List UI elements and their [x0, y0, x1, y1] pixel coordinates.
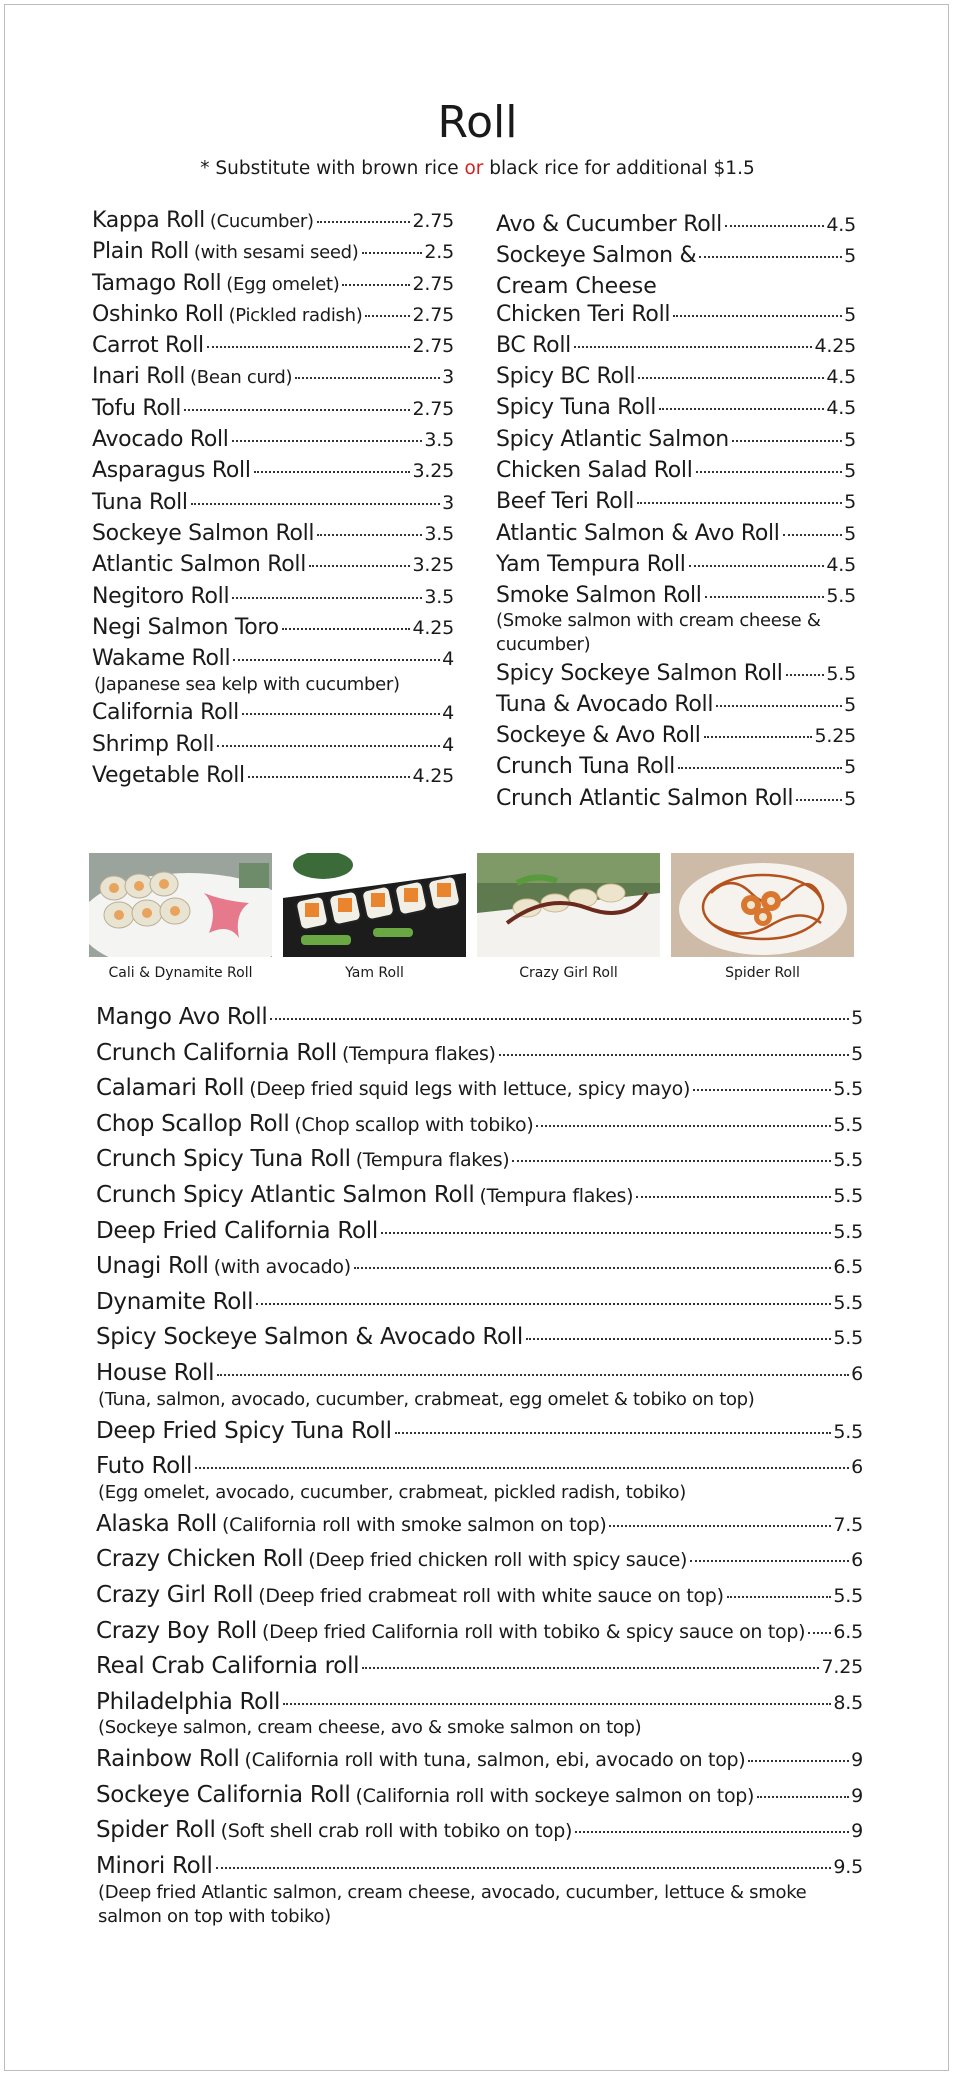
item-price: 5.5 — [833, 1113, 863, 1136]
dot-leader — [783, 534, 843, 536]
item-name: California Roll — [92, 700, 239, 726]
item-name: Spicy Sockeye Salmon Roll — [496, 660, 783, 686]
item-name: Futo Roll — [96, 1453, 193, 1480]
item-description: (Tempura flakes) — [479, 1184, 634, 1207]
dot-leader — [689, 565, 825, 567]
dot-leader — [395, 1432, 832, 1434]
menu-item — [96, 1040, 863, 1076]
item-price: 3.25 — [412, 460, 454, 483]
menu-item — [92, 302, 454, 333]
yam-roll-photo — [283, 853, 466, 957]
item-price: 6 — [851, 1549, 863, 1572]
item-name: Avo & Cucumber Roll — [496, 212, 722, 237]
specialty-roll-list — [96, 1004, 863, 1935]
sushi-photo-icon — [283, 853, 466, 957]
item-name: Minori Roll — [96, 1853, 213, 1880]
item-name: Sockeye & Avo Roll — [496, 723, 701, 749]
item-name: Tamago Roll — [92, 270, 222, 296]
item-name: Crunch Tuna Roll — [496, 754, 675, 780]
menu-item — [92, 615, 454, 646]
item-name: Crazy Chicken Roll — [96, 1546, 304, 1573]
dot-leader — [574, 346, 813, 348]
item-note: (Sockeye salmon, cream cheese, avo & smoke salmon on top) — [98, 1717, 642, 1739]
item-note: (Deep fried Atlantic salmon, cream cheese, avocado, cucumber, lettuce & smoke salmon on top with tobiko) — [98, 1881, 807, 1927]
dot-leader — [270, 1018, 849, 1020]
menu-item — [496, 333, 856, 364]
dot-leader — [217, 1374, 849, 1376]
photo-caption: Spider Roll — [725, 965, 800, 981]
dot-leader — [248, 776, 411, 778]
menu-item — [92, 763, 454, 794]
item-price: 4.25 — [412, 616, 454, 639]
dot-leader — [342, 284, 410, 286]
dot-leader — [786, 674, 825, 676]
dot-leader — [317, 534, 422, 536]
item-name: Beef Teri Roll — [496, 489, 635, 515]
item-note: (Smoke salmon with cream cheese & cucumber) — [496, 609, 821, 655]
item-price: 3.5 — [424, 522, 454, 545]
dot-leader — [638, 377, 824, 379]
item-price: 4 — [442, 702, 454, 725]
item-price: 5.5 — [826, 662, 856, 685]
item-price: 3.5 — [424, 429, 454, 452]
dot-leader — [232, 597, 422, 599]
dot-leader — [184, 409, 410, 411]
item-price: 5.5 — [833, 1184, 863, 1207]
subtitle-pre: * Substitute with brown rice — [200, 158, 465, 179]
dot-leader — [365, 315, 410, 317]
item-price: 7.25 — [821, 1656, 863, 1679]
item-price: 9 — [851, 1820, 863, 1843]
item-price: 4.5 — [826, 366, 856, 389]
item-price: 6.5 — [833, 1256, 863, 1279]
sushi-photo-icon — [89, 853, 272, 957]
item-price: 5 — [844, 303, 856, 326]
item-name: Spicy BC Roll — [496, 364, 636, 390]
dot-leader — [512, 1160, 831, 1162]
dot-leader — [317, 221, 411, 223]
item-price: 8.5 — [833, 1691, 863, 1714]
crazy-girl-roll-photo — [477, 853, 660, 957]
item-price: 5 — [844, 693, 856, 716]
item-price: 9 — [851, 1784, 863, 1807]
cali-dynamite-roll-photo — [89, 853, 272, 957]
item-price: 5 — [844, 522, 856, 545]
item-price: 2.75 — [412, 210, 454, 232]
menu-item — [496, 552, 856, 583]
item-name: Sockeye Salmon & — [496, 243, 697, 269]
item-price: 5.5 — [833, 1584, 863, 1607]
menu-item — [92, 208, 454, 239]
dot-leader — [757, 1796, 849, 1798]
dot-leader — [575, 1831, 849, 1833]
item-name-continued: Cream Cheese — [496, 273, 657, 299]
item-name: Atlantic Salmon Roll — [92, 552, 307, 578]
menu-item — [96, 1289, 863, 1325]
item-name: Chicken Teri Roll — [496, 301, 671, 327]
menu-item — [496, 427, 856, 458]
menu-item — [92, 396, 454, 427]
item-name: Atlantic Salmon & Avo Roll — [496, 520, 780, 546]
item-price: 9 — [851, 1749, 863, 1772]
item-name: Tuna Roll — [92, 489, 188, 515]
menu-item — [92, 552, 454, 583]
item-name: Deep Fried California Roll — [96, 1217, 378, 1244]
item-name: Spicy Tuna Roll — [496, 395, 657, 421]
item-name: Oshinko Roll — [92, 301, 224, 327]
item-description: (Deep fried chicken roll with spicy sauce) — [308, 1549, 688, 1572]
item-price: 5 — [851, 1007, 863, 1029]
item-name: Alaska Roll — [96, 1510, 218, 1537]
item-price: 6.5 — [833, 1620, 863, 1643]
item-description: (California roll with sockeye salmon on top) — [355, 1784, 755, 1807]
item-name: Philadelphia Roll — [96, 1688, 281, 1715]
item-name: Kappa Roll — [92, 208, 205, 233]
item-price: 5.5 — [833, 1420, 863, 1443]
item-name: Chop Scallop Roll — [96, 1110, 290, 1137]
item-price: 5 — [844, 787, 856, 810]
dot-leader — [693, 1089, 831, 1091]
item-price: 5.5 — [833, 1327, 863, 1350]
menu-item — [496, 521, 856, 552]
item-price: 6 — [851, 1362, 863, 1385]
menu-item — [92, 700, 454, 731]
dot-leader — [256, 1303, 831, 1305]
item-price: 5.5 — [833, 1220, 863, 1243]
item-description: (Bean curd) — [190, 367, 293, 389]
menu-item — [496, 489, 856, 520]
item-name: Sockeye Salmon Roll — [92, 520, 315, 546]
dot-leader — [195, 1467, 849, 1469]
item-name: Carrot Roll — [92, 333, 204, 359]
menu-item — [96, 1546, 863, 1582]
menu-item — [92, 521, 454, 552]
dot-leader — [242, 713, 440, 715]
item-name: Crazy Girl Roll — [96, 1581, 254, 1608]
menu-item — [496, 692, 856, 723]
item-price: 5.25 — [814, 725, 856, 748]
item-description: (California roll with tuna, salmon, ebi, avocado on top) — [244, 1749, 746, 1772]
dot-leader — [696, 471, 843, 473]
menu-item — [96, 1511, 863, 1547]
page-title: Roll — [437, 97, 518, 148]
rice-substitution-note — [0, 156, 955, 182]
menu-item — [92, 732, 454, 763]
dot-leader — [282, 628, 411, 630]
item-name: Plain Roll — [92, 239, 189, 265]
item-note: (Egg omelet, avocado, cucumber, crabmeat, pickled radish, tobiko) — [98, 1481, 686, 1503]
item-name: Avocado Roll — [92, 427, 229, 453]
photo-caption: Crazy Girl Roll — [519, 965, 618, 981]
dot-leader — [732, 440, 842, 442]
menu-item — [96, 1182, 863, 1218]
dot-leader — [217, 745, 440, 747]
dot-leader — [704, 736, 813, 738]
menu-item — [92, 490, 454, 521]
item-price: 2.5 — [424, 241, 454, 264]
dot-leader — [216, 1867, 832, 1869]
item-name: Negi Salmon Toro — [92, 614, 279, 640]
dot-leader — [796, 799, 842, 801]
dot-leader — [659, 408, 824, 410]
item-name: Crunch Spicy Tuna Roll — [96, 1146, 351, 1173]
item-price: 4.25 — [814, 334, 856, 357]
item-name: Spicy Sockeye Salmon & Avocado Roll — [96, 1324, 523, 1351]
item-name: Spicy Atlantic Salmon — [496, 426, 729, 452]
dot-leader — [673, 315, 842, 317]
dot-leader — [295, 377, 440, 379]
item-price: 9.5 — [833, 1856, 863, 1879]
item-price: 4.5 — [826, 397, 856, 420]
item-description: (Egg omelet) — [226, 273, 340, 295]
item-name: Deep Fried Spicy Tuna Roll — [96, 1417, 392, 1444]
item-name: Yam Tempura Roll — [496, 551, 686, 577]
item-name: Chicken Salad Roll — [496, 458, 693, 484]
item-name: Tuna & Avocado Roll — [496, 691, 714, 717]
item-name: Calamari Roll — [96, 1075, 245, 1102]
menu-item — [92, 271, 454, 302]
dot-leader — [232, 440, 423, 442]
item-price: 2.75 — [412, 303, 454, 326]
menu-item — [96, 1618, 863, 1654]
spider-roll-photo — [671, 853, 854, 957]
item-name: Crunch Spicy Atlantic Salmon Roll — [96, 1181, 475, 1208]
item-price: 4 — [442, 733, 454, 756]
subtitle-post: black rice for additional $1.5 — [483, 158, 755, 179]
item-price: 5 — [844, 756, 856, 779]
item-name: Vegetable Roll — [92, 763, 245, 789]
menu-item — [96, 1653, 863, 1689]
item-price: 3.5 — [424, 585, 454, 608]
item-name: Real Crab California roll — [96, 1653, 360, 1680]
photo-caption: Yam Roll — [345, 965, 404, 981]
subtitle-or: or — [464, 158, 484, 179]
item-name: Mango Avo Roll — [96, 1004, 268, 1030]
item-price: 5.5 — [833, 1291, 863, 1314]
item-name: Shrimp Roll — [92, 731, 215, 757]
item-price: 4.5 — [826, 214, 856, 236]
item-price: 5 — [844, 428, 856, 451]
menu-item — [96, 1004, 863, 1040]
item-name: Asparagus Roll — [92, 458, 251, 484]
menu-item — [496, 723, 856, 754]
menu-item — [92, 584, 454, 615]
item-name: BC Roll — [496, 332, 571, 358]
item-name: Negitoro Roll — [92, 583, 230, 609]
item-name: Crunch California Roll — [96, 1039, 337, 1066]
menu-item — [96, 1253, 863, 1289]
menu-item — [92, 427, 454, 458]
item-price: 3.25 — [412, 554, 454, 577]
dot-leader — [705, 596, 825, 598]
menu-item — [92, 364, 454, 395]
item-price: 2.75 — [412, 397, 454, 420]
dot-leader — [191, 503, 440, 505]
item-name: Smoke Salmon Roll — [496, 583, 702, 609]
menu-item — [96, 1817, 863, 1853]
item-price: 4.25 — [412, 765, 454, 788]
menu-item — [496, 302, 856, 333]
item-price: 4 — [442, 648, 454, 671]
item-name: Spider Roll — [96, 1817, 216, 1844]
menu-item — [496, 754, 856, 785]
dot-leader — [609, 1525, 831, 1527]
menu-item — [96, 1218, 863, 1254]
dot-leader — [362, 252, 423, 254]
item-name: Inari Roll — [92, 364, 186, 390]
dot-leader — [808, 1632, 831, 1634]
item-price: 5.5 — [826, 585, 856, 608]
dot-leader — [362, 1667, 819, 1669]
menu-item — [496, 212, 856, 243]
right-roll-column — [496, 212, 856, 817]
dot-leader — [636, 1196, 831, 1198]
dot-leader — [536, 1125, 831, 1127]
item-name: Dynamite Roll — [96, 1288, 254, 1315]
item-description: (Tempura flakes) — [355, 1149, 510, 1172]
menu-item — [496, 661, 856, 692]
menu-item — [92, 239, 454, 270]
item-price: 3 — [442, 366, 454, 389]
menu-item — [96, 1111, 863, 1147]
item-name: Rainbow Roll — [96, 1746, 240, 1773]
menu-item — [96, 1782, 863, 1818]
item-name: Sockeye California Roll — [96, 1781, 351, 1808]
item-name: Wakame Roll — [92, 646, 231, 672]
item-price: 5.5 — [833, 1078, 863, 1101]
item-note: (Japanese sea kelp with cucumber) — [94, 674, 400, 696]
dot-leader — [499, 1054, 849, 1056]
item-description: (with avocado) — [213, 1256, 351, 1279]
menu-item — [96, 1582, 863, 1618]
dot-leader — [748, 1760, 849, 1762]
item-price: 2.75 — [412, 272, 454, 295]
item-description: (Deep fried squid legs with lettuce, spicy mayo) — [249, 1078, 691, 1101]
dot-leader — [727, 1596, 832, 1598]
item-price: 6 — [851, 1456, 863, 1479]
item-name: House Roll — [96, 1359, 215, 1386]
item-name: Crazy Boy Roll — [96, 1617, 257, 1644]
item-price: 3 — [442, 491, 454, 514]
item-description: (Tempura flakes) — [341, 1042, 496, 1065]
item-name: Unagi Roll — [96, 1253, 209, 1280]
dot-leader — [725, 225, 824, 227]
dot-leader — [354, 1267, 832, 1269]
menu-item — [496, 458, 856, 489]
left-roll-column — [92, 208, 454, 794]
dot-leader — [233, 659, 440, 661]
item-description: (California roll with smoke salmon on top) — [222, 1513, 607, 1536]
menu-item — [92, 333, 454, 364]
item-name: Tofu Roll — [92, 395, 182, 421]
item-price: 5 — [844, 460, 856, 483]
menu-item — [96, 1146, 863, 1182]
dot-leader — [309, 565, 410, 567]
dot-leader — [637, 502, 842, 504]
menu-item — [496, 364, 856, 395]
item-note: (Tuna, salmon, avocado, cucumber, crabmeat, egg omelet & tobiko on top) — [98, 1388, 755, 1410]
item-description: (Soft shell crab roll with tobiko on top) — [220, 1820, 573, 1843]
dot-leader — [690, 1560, 849, 1562]
menu-item — [96, 1418, 863, 1454]
sushi-photo-icon — [477, 853, 660, 957]
item-name: Crunch Atlantic Salmon Roll — [496, 785, 794, 811]
item-description: (Pickled radish) — [228, 304, 363, 326]
dot-leader — [283, 1703, 831, 1705]
dot-leader — [716, 705, 842, 707]
dot-leader — [381, 1232, 831, 1234]
dot-leader — [678, 767, 842, 769]
item-description: (Cucumber) — [209, 211, 314, 232]
dot-leader — [699, 256, 842, 258]
item-price: 4.5 — [826, 553, 856, 576]
menu-item — [96, 1075, 863, 1111]
dot-leader — [526, 1338, 831, 1340]
menu-item — [96, 1746, 863, 1782]
dot-leader — [254, 471, 411, 473]
item-price: 7.5 — [833, 1513, 863, 1536]
item-price: 5 — [844, 245, 856, 268]
item-description: (with sesami seed) — [193, 242, 359, 264]
item-price: 5.5 — [833, 1149, 863, 1172]
item-description: (Deep fried California roll with tobiko & spicy sauce on top) — [261, 1620, 806, 1643]
item-description: (Deep fried crabmeat roll with white sauce on top) — [258, 1584, 724, 1607]
item-price: 2.75 — [412, 335, 454, 358]
menu-item — [96, 1324, 863, 1360]
item-price: 5 — [844, 491, 856, 514]
dot-leader — [207, 346, 411, 348]
menu-item — [496, 786, 856, 817]
menu-item — [496, 395, 856, 426]
item-description: (Chop scallop with tobiko) — [294, 1113, 534, 1136]
photo-caption: Cali & Dynamite Roll — [108, 965, 253, 981]
sushi-photo-icon — [671, 853, 854, 957]
menu-item — [92, 458, 454, 489]
item-price: 5 — [851, 1042, 863, 1065]
